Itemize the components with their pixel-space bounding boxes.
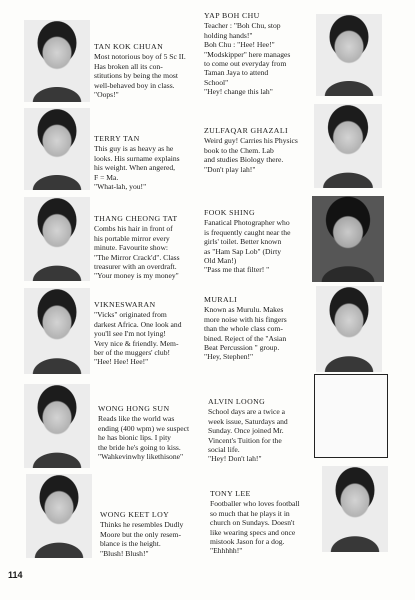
entry-line: "Wahkevinwhy likethisone": [98, 452, 184, 462]
photo-thang-cheong-tat: [24, 197, 90, 281]
entry-line: Boh Chu : "Hee! Hee!": [204, 40, 275, 50]
entry-line: bined. Reject of the "Asian: [204, 333, 287, 343]
entry-line: Footballer who loves football: [210, 499, 300, 509]
entry-line: F = Ma.: [94, 172, 119, 182]
student-name: WONG HONG SUN: [98, 404, 170, 413]
entry-line: School days are a twice a: [208, 407, 285, 417]
entry-line: as "Ham Sap Lob" (Dirty: [204, 246, 282, 256]
entry-line: "Hee! Hee! Hee!": [94, 357, 149, 367]
photo-terry-tan: [24, 108, 90, 190]
photo-yap-boh-chu: [316, 14, 382, 96]
entry-line: "Don't play lah!": [204, 164, 256, 174]
entry-line: week issue, Saturdays and: [208, 416, 288, 426]
student-name: MURALI: [204, 295, 238, 304]
entry-line: Thinks he resembles Dudly: [100, 520, 184, 530]
entry-line: School": [204, 77, 229, 87]
entry-line: mistook Jason for a dog.: [210, 537, 285, 547]
student-name: VIKNESWARAN: [94, 300, 156, 309]
entry-line: to come out everyday from: [204, 59, 287, 69]
entry-line: "Pass me that filter! ": [204, 265, 270, 275]
entry-line: Vincent's Tuition for the: [208, 435, 282, 445]
photo-fook-shing: [312, 196, 384, 282]
entry-line: well-behaved boy in class.: [94, 80, 175, 90]
entry-line: so much that he plays it in: [210, 508, 290, 518]
entry-line: blance is the height.: [100, 539, 161, 549]
entry-line: you'll see I'm not lying!: [94, 329, 166, 339]
student-name: YAP BOH CHU: [204, 11, 260, 20]
entry-tan-kok-chuan: [94, 42, 204, 99]
entry-line: "Hey, Stephen!": [204, 352, 254, 362]
entry-line: ber of the muggers' club!: [94, 348, 171, 358]
entry-alvin-loong: [208, 397, 316, 464]
student-name: TERRY TAN: [94, 134, 140, 143]
entry-line: "What-lah, you!": [94, 182, 147, 192]
entry-murali: [204, 295, 314, 362]
entry-line: Old Man!): [204, 256, 237, 266]
entry-fook-shing: [204, 208, 314, 275]
entry-line: than the whole class com-: [204, 324, 283, 334]
entry-line: like wearing specs and once: [210, 527, 296, 537]
entry-line: "Oops!": [94, 90, 119, 100]
entry-line: ending (400 wpm) we suspect: [98, 423, 190, 433]
entry-line: is frequently caught near the: [204, 227, 291, 237]
entry-line: "Your money is my money": [94, 271, 179, 281]
entry-line: Combs his hair in front of: [94, 224, 173, 234]
photo-tony-lee: [322, 466, 388, 552]
entry-line: the bride he's going to kiss.: [98, 442, 181, 452]
entry-line: "The Mirror Crack'd". Class: [94, 252, 180, 262]
entry-line: This guy is as heavy as he: [94, 144, 174, 154]
entry-yap-boh-chu: [204, 11, 314, 97]
entry-line: more noise with his fingers: [204, 314, 287, 324]
entry-line: Beat Percussion " group.: [204, 343, 280, 353]
entry-line: girls' toilet. Better known: [204, 237, 282, 247]
entry-vikneswaran: [94, 300, 204, 367]
entry-line: stitutions by being the most: [94, 71, 178, 81]
student-name: FOOK SHING: [204, 208, 256, 217]
entry-line: "Hey! change this lah": [204, 87, 273, 97]
student-name: ALVIN LOONG: [208, 397, 266, 406]
student-name: WONG KEET LOY: [100, 510, 170, 519]
entry-line: Weird guy! Carries his Physics: [204, 136, 298, 146]
entry-line: Very nice & friendly. Mem-: [94, 338, 179, 348]
entry-line: he has bionic lips. I pity: [98, 433, 171, 443]
entry-wong-hong-sun: [98, 404, 206, 461]
student-name: THANG CHEONG TAT: [94, 214, 178, 223]
entry-line: church on Sundays. Doesn't: [210, 518, 295, 528]
entry-line: Teacher : "Boh Chu, stop: [204, 21, 281, 31]
photo-wong-keet-loy: [26, 474, 92, 558]
entry-line: "Modskipper" here manages: [204, 49, 291, 59]
entry-line: darkest Africa. One look and: [94, 319, 182, 329]
entry-line: "Ehhhhh!": [210, 546, 243, 556]
entry-line: minute. Favourite show:: [94, 243, 169, 253]
entry-line: "Vicks" originated from: [94, 310, 167, 320]
student-name: TAN KOK CHUAN: [94, 42, 164, 51]
entry-line: holding hands!": [204, 30, 253, 40]
entry-zulfaqar-ghazali: [204, 126, 316, 174]
entry-line: social life.: [208, 445, 240, 455]
photo-tan-kok-chuan: [24, 20, 90, 102]
entry-line: "Hey! Don't lah!": [208, 454, 262, 464]
entry-line: Taman Jaya to attend: [204, 68, 269, 78]
entry-thang-cheong-tat: [94, 214, 204, 281]
entry-wong-keet-loy: [100, 510, 208, 558]
entry-line: Has broken all its con-: [94, 61, 163, 71]
entry-line: his portable mirror every: [94, 233, 170, 243]
entry-line: treasurer with an overdraft.: [94, 262, 177, 272]
photo-vikneswaran: [24, 288, 90, 374]
photo-placeholder-alvin-loong: [314, 374, 388, 458]
entry-line: Most notorious boy of 5 Sc II.: [94, 52, 186, 62]
entry-line: "Blush! Blush!": [100, 548, 149, 558]
student-name: TONY LEE: [210, 489, 251, 498]
entry-terry-tan: [94, 134, 204, 191]
entry-line: looks. His surname explains: [94, 153, 180, 163]
entry-line: Sunday. Once joined Mr.: [208, 426, 284, 436]
entry-line: and studies Biology there.: [204, 155, 284, 165]
student-name: ZULFAQAR GHAZALI: [204, 126, 288, 135]
entry-line: Fanatical Photographer who: [204, 218, 290, 228]
page-number: 114: [8, 570, 23, 580]
entry-line: Reads like the world was: [98, 414, 175, 424]
entry-line: his weight. When angered,: [94, 163, 176, 173]
entry-line: Moore but the only resem-: [100, 529, 181, 539]
photo-zulfaqar-ghazali: [314, 104, 382, 188]
entry-line: Known as Murulu. Makes: [204, 305, 284, 315]
photo-wong-hong-sun: [24, 384, 90, 468]
entry-tony-lee: [210, 489, 318, 556]
photo-murali: [316, 286, 382, 372]
entry-line: book to the Chem. Lab: [204, 145, 274, 155]
